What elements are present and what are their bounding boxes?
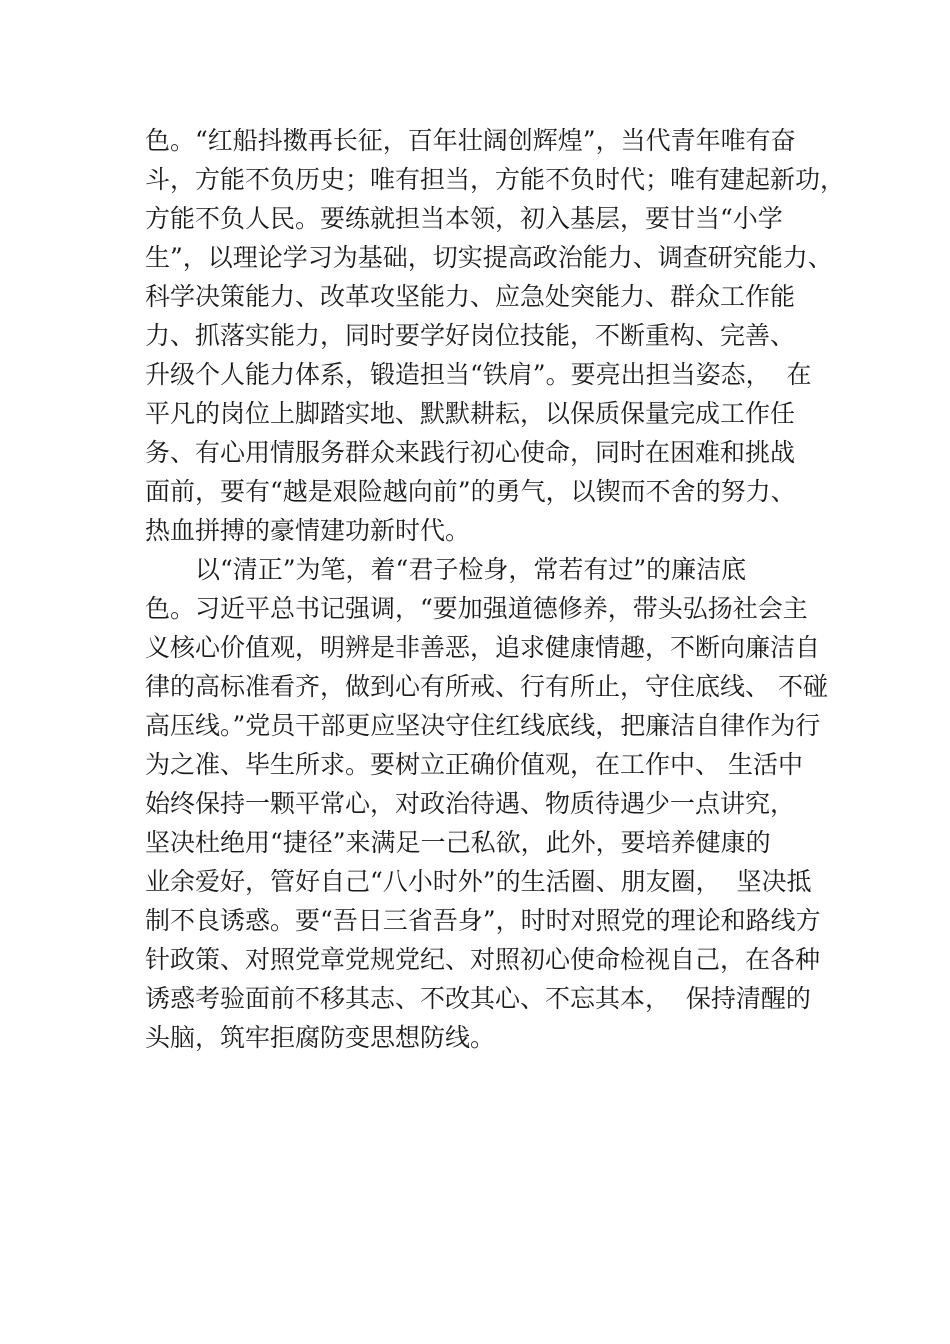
text-line: 务、有心用情服务群众来践行初心使命，同时在困难和挑战: [145, 438, 796, 467]
text-line: 面前，要有“越是艰险越向前”的勇气，以锲而不舍的努力、: [145, 477, 796, 506]
paragraph-2: [145, 550, 828, 1057]
text-line: 业余爱好，管好自己“八小时外”的生活圈、朋友圈， 坚决抵: [145, 867, 812, 896]
text-line-first: 以“清正”为笔，着“君子检身，常若有过”的廉洁底: [195, 555, 747, 584]
text-line: 高压线。”党员干部更应坚决守住红线底线，把廉洁自律作为行: [145, 711, 821, 740]
text-line: 平凡的岗位上脚踏实地、默默耕耘，以保质保量完成工作任: [145, 399, 796, 428]
text-line: 力、抓落实能力，同时要学好岗位技能，不断重构、完善、: [145, 321, 796, 350]
text-line: 始终保持一颗平常心，对政治待遇、物质待遇少一点讲究，: [145, 789, 796, 818]
text-line: 义核心价值观，明辨是非善恶，追求健康情趣，不断向廉洁自: [145, 633, 821, 662]
text-line: 科学决策能力、改革攻坚能力、应急处突能力、群众工作能: [145, 282, 796, 311]
text-line: 针政策、对照党章党规党纪、对照初心使命检视自己，在各种: [145, 945, 821, 974]
text-line: 制不良诱惑。要“吾日三省吾身”，时时对照党的理论和路线方: [145, 906, 821, 935]
text-line: 色。习近平总书记强调，“要加强道德修养，带头弘扬社会主: [145, 594, 808, 623]
paragraph-1: [145, 121, 846, 550]
text-line: 头脑，筑牢拒腐防变思想防线。: [145, 1023, 496, 1052]
text-line: 斗，方能不负历史；唯有担当，方能不负时代；唯有建起新功，: [145, 165, 846, 194]
text-line: 热血拼搏的豪情建功新时代。: [145, 516, 471, 545]
text-line: 色。“红船抖擞再长征，百年壮阔创辉煌”，当代青年唯有奋: [145, 126, 796, 155]
text-line: 方能不负人民。要练就担当本领，初入基层，要甘当“小学: [145, 204, 783, 233]
text-line: 升级个人能力体系，锻造担当“铁肩”。要亮出担当姿态， 在: [145, 360, 812, 389]
text-line: 律的高标准看齐，做到心有所戒、行有所止，守住底线、 不碰: [145, 672, 828, 701]
text-line: 生”，以理论学习为基础，切实提高政治能力、调查研究能力、: [145, 243, 833, 272]
text-line: 诱惑考验面前不移其志、不改其心、不忘其本， 保持清醒的: [145, 984, 811, 1013]
text-line: 坚决杜绝用“捷径”来满足一己私欲，此外，要培养健康的: [145, 828, 771, 857]
body-text: [145, 121, 846, 1057]
text-line: 为之准、毕生所求。要树立正确价值观，在工作中、 生活中: [145, 750, 803, 779]
